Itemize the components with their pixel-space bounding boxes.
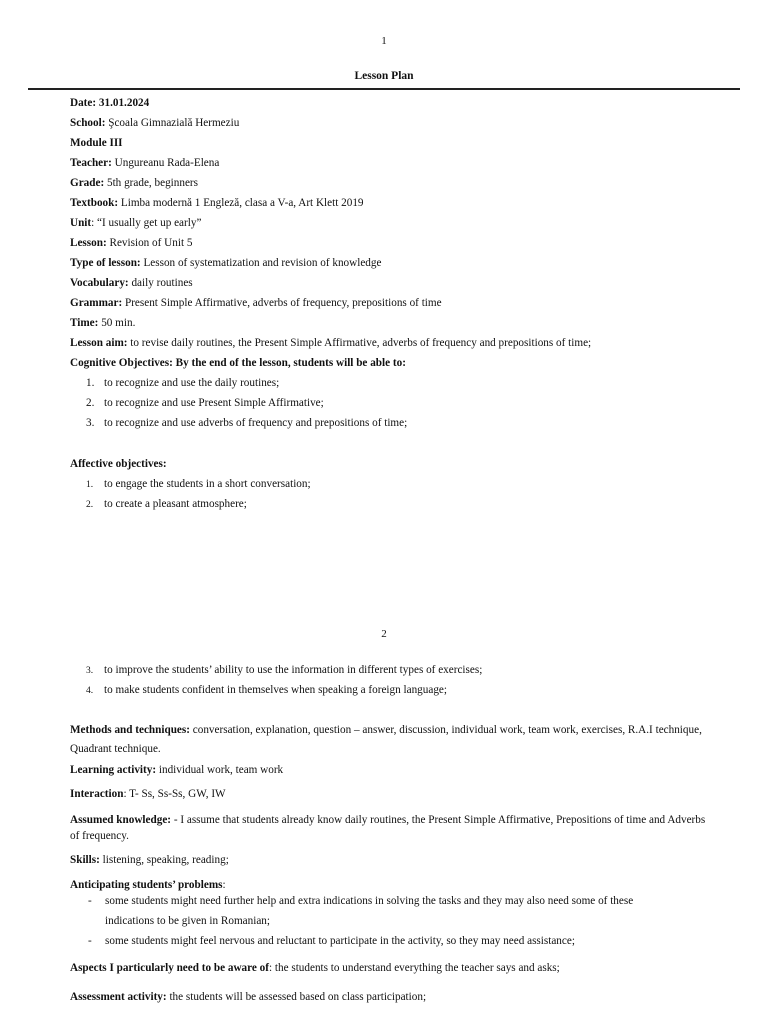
field-grade: Grade: 5th grade, beginners <box>70 177 199 189</box>
problem-item: - some students might feel nervous and reluctant to participate in the activity, so they may need assistance; <box>88 935 575 947</box>
field-school: School: Şcoala Gimnazială Hermeziu <box>70 117 240 129</box>
field-unit: Unit: “I usually get up early” <box>70 217 202 229</box>
field-teacher: Teacher: Ungureanu Rada-Elena <box>70 157 220 169</box>
anticipating-problems-heading: Anticipating students’ problems: <box>70 879 226 891</box>
field-lesson-aim: Lesson aim: to revise daily routines, the Present Simple Affirmative, adverbs of frequency and prepositions of time; <box>70 337 592 349</box>
field-learning-activity: Learning activity: individual work, team work <box>70 764 284 776</box>
field-vocabulary: Vocabulary: daily routines <box>70 277 193 289</box>
affective-objectives-heading: Affective objectives: <box>70 458 167 470</box>
affective-objective-item: 2. to create a pleasant atmosphere; <box>86 498 247 510</box>
affective-objective-item: 3. to improve the students’ ability to use the information in different types of exercises; <box>86 664 483 676</box>
field-interaction: Interaction: T- Ss, Ss-Ss, GW, IW <box>70 788 226 800</box>
affective-objective-item: 1. to engage the students in a short conversation; <box>86 478 311 490</box>
field-methods: Methods and techniques: conversation, explanation, question – answer, discussion, individual work, team work, exercises, R.A.I technique, Quadrant technique. <box>70 724 702 755</box>
cognitive-objective-item: 2. to recognize and use Present Simple Affirmative; <box>86 397 324 409</box>
problem-item: - some students might need further help and extra indications in solving the tasks and they may also need some of these <box>88 895 634 907</box>
field-date: Date: 31.01.2024 <box>70 97 150 109</box>
field-assumed-knowledge: Assumed knowledge: - I assume that students already know daily routines, the Present Simple Affirmative, Prepositions of time and Adverbs of frequency. <box>70 814 706 842</box>
field-time: Time: 50 min. <box>70 317 136 329</box>
field-type-of-lesson: Type of lesson: Lesson of systematization and revision of knowledge <box>70 257 382 269</box>
field-cognitive-objectives: Cognitive Objectives: By the end of the lesson, students will be able to: <box>70 357 406 369</box>
problem-item-continuation: indications to be given in Romanian; <box>105 915 270 927</box>
page-number-2: 2 <box>381 628 387 640</box>
title-divider <box>28 88 740 90</box>
field-module: Module III <box>70 137 123 149</box>
affective-objective-item: 4. to make students confident in themselves when speaking a foreign language; <box>86 684 447 696</box>
field-lesson: Lesson: Revision of Unit 5 <box>70 237 193 249</box>
cognitive-objective-item: 1. to recognize and use the daily routines; <box>86 377 280 389</box>
field-assessment: Assessment activity: the students will be assessed based on class participation; <box>70 991 427 1003</box>
document-title: Lesson Plan <box>354 70 414 82</box>
page-number-1: 1 <box>381 35 387 47</box>
field-skills: Skills: listening, speaking, reading; <box>70 854 229 866</box>
field-grammar: Grammar: Present Simple Affirmative, adverbs of frequency, prepositions of time <box>70 297 442 309</box>
field-textbook: Textbook: Limba modernă 1 Engleză, clasa a V-a, Art Klett 2019 <box>70 197 364 209</box>
cognitive-objective-item: 3. to recognize and use adverbs of frequency and prepositions of time; <box>86 417 408 429</box>
field-aspects: Aspects I particularly need to be aware of: the students to understand everything the teacher says and asks; <box>70 962 560 974</box>
